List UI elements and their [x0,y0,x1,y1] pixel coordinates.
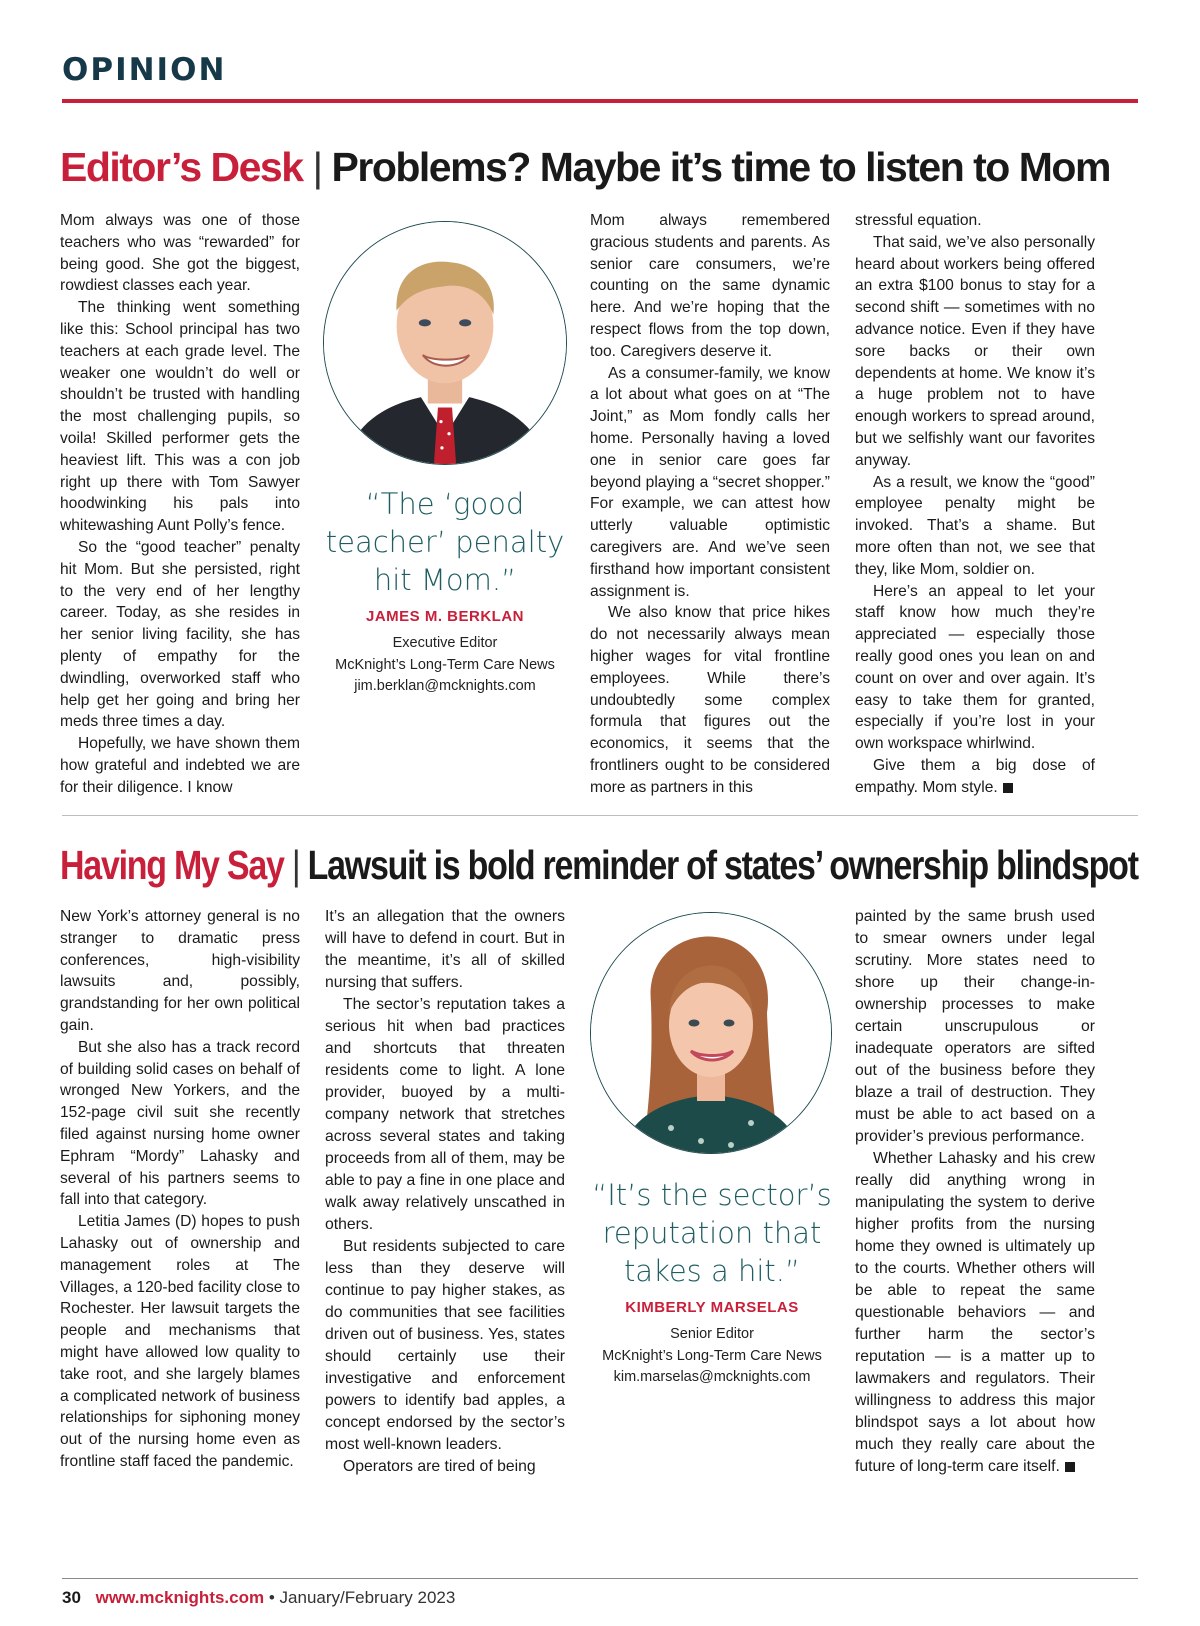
article1-column-2 [590,210,830,800]
footer-url[interactable]: www.mcknights.com [95,1588,265,1607]
article1-column-1 [60,210,300,800]
article2-byline [592,1299,832,1389]
author-email[interactable]: jim.berklan@mcknights.com [354,678,536,694]
article2-headline [60,841,1138,889]
paragraph: The sector’s reputation takes a serious hit when bad practices and shortcuts that threaten residents come to light. A lone provider, buoyed by a multi-company network that stretches across several states and taking proceeds from all of them, may be able to pay a fine in one place and walk away relatively unscathed in others. [325,996,565,1233]
article-divider [62,815,1138,816]
paragraph: We also know that price hikes do not necessarily always mean higher wages for vital frontline employees. While there’s undoubtedly some complex formula that figures out the economics, it seems that the frontliners ought to be considered more as partners in this [590,604,830,796]
article1-kicker: Editor’s Desk [60,144,303,190]
portrait-illustration [324,222,566,464]
paragraph: But residents subjected to care less than they deserve will continue to pay higher stakes, as do communities that see facilities driven out of business. Yes, states should certainly use their investigative and enforcement powers to identify bad apples, a concept endorsed by the sector’s most well-known leaders. [325,1238,565,1453]
end-mark-icon [1003,783,1013,793]
paragraph: Letitia James (D) hopes to push Lahasky out of ownership and management roles at The Villages, a 120-bed facility close to Rochester. Her lawsuit targets the people and mechanisms that might have allowed low quality to take root, and she largely blames a complicated network of business relationships for siphoning money out of the nursing home even as frontline staff faced the pandemic. [60,1213,300,1470]
footer-separator: • [268,1588,275,1607]
author-email[interactable]: kim.marselas@mcknights.com [613,1369,811,1385]
portrait-illustration [591,913,831,1153]
paragraph: Here’s an appeal to let your staff know how much they’re appreciated — especially those really good ones you lean on and count on over and over again. It’s easy to take them for granted, especially if you’re lost in your own workspace whirlwind. [855,582,1095,753]
end-mark-icon [1065,1462,1075,1472]
author-publication: McKnight’s Long-Term Care News [335,656,555,673]
article2-kicker: Having My Say [60,842,284,888]
paragraph: painted by the same brush used to smear owners under legal scrutiny. More states need to shore up their change-in-ownership processes to make certain unscrupulous or inadequate operators are sifted out of the business before they blaze a trail of destruction. They must be able to act based on a provider’s previous performance. [855,908,1095,1145]
author-portrait-marselas [590,912,832,1154]
section-divider [62,99,1138,103]
paragraph: That said, we’ve also personally heard about workers being offered an extra $100 bonus to stay for a second shift — sometimes with no advance notice. Even if they have sore backs or their own dependents at home. We know it’s a huge problem not to have enough workers to spread around, but we selfishly want our favorites anyway. [855,233,1095,469]
paragraph: Mom always was one of those teachers who was “rewarded” for being good. She got the biggest, rowdiest classes each year. [60,212,300,295]
article1-title: Problems? Maybe it’s time to listen to Mom [331,144,1110,190]
author-name: KIMBERLY MARSELAS [625,1299,799,1316]
paragraph-text: Give them a big dose of empathy. Mom style. [855,756,1095,796]
author-role: Senior Editor [670,1326,754,1342]
paragraph: New York’s attorney general is no stranger to dramatic press conferences, high-visibility lawsuits and, possibly, grandstanding for her own political gain. [60,908,300,1034]
article2-column-3 [855,906,1095,1481]
paragraph: But she also has a track record of building solid cases on behalf of wronged New Yorkers, and the 152-page civil suit she recently filed against nursing home owner Ephram “Mordy” Lahasky and several of his partners seems to fall into that category. [60,1038,300,1209]
article2-pull-quote: “It’s the sector’s reputation that takes a hit.” [592,1178,832,1288]
article1-pull-quote: “The ‘good teacher’ penalty hit Mom.” [325,487,565,597]
paragraph: So the “good teacher” penalty hit Mom. But she persisted, right to the very end of her lengthy career. Today, as she resides in her senior living facility, she has plenty of empathy for the dwindling, overworked staff who help get her going and bring her meds three times a day. [60,538,300,731]
headline-separator: | [312,144,322,190]
article1-headline [60,143,1110,191]
article2-column-1 [60,906,300,1481]
paragraph: As a consumer-family, we know a lot about what goes on at “The Joint,” as Mom fondly calls her home. Personally having a loved one in senior care goes far beyond playing a “secret shopper.” For example, we can attest how utterly valuable optimistic caregivers are. And we’ve seen firsthand how important consistent assignment is. [590,364,830,600]
article2-title: Lawsuit is bold reminder of states’ ownership blindspot [307,842,1138,888]
author-portrait-berklan [323,221,567,465]
paragraph: As a result, we know the “good” employee penalty might be invoked. That’s a shame. But more often than not, we see that they, like Mom, soldier on. [855,473,1095,578]
author-role: Executive Editor [392,635,498,651]
headline-separator: | [291,842,300,888]
article1-column-3 [855,210,1095,800]
paragraph: The thinking went something like this: School principal has two teachers at each grade level. The weaker one wouldn’t do well or shouldn’t be trusted with handling the most challenging pupils, so voila! Skilled performer gets the heaviest lift. This was a con job right up there with Tom Sawyer hoodwinking his pals into whitewashing Aunt Polly’s fence. [60,299,300,535]
paragraph: Operators are tired of being [343,1458,536,1475]
paragraph: It’s an allegation that the owners will have to defend in court. But in the meantime, it’s all of skilled nursing that suffers. [325,908,565,991]
paragraph: Hopefully, we have shown them how grateful and indebted we are for their diligence. I know [60,735,300,796]
page-footer [62,1588,455,1608]
paragraph-text: Whether Lahasky and his crew really did anything wrong in manipulating the system to derive higher profits from the nursing home they owned is ultimately up to the courts. Whether others will be able to repeat the same questionable behaviors — and further harm the sector’s reputation — is a matter up to lawmakers and regulators. Their willingness to address this major blindspot says a lot about how much they really care about the future of long-term care itself. [855,1150,1095,1475]
article1-byline [325,608,565,698]
paragraph: stressful equation. [855,212,982,229]
paragraph-last [855,755,1095,799]
footer-divider [62,1578,1138,1579]
article2-column-2 [325,906,565,1481]
footer-issue: January/February 2023 [279,1588,456,1607]
paragraph-last [855,1148,1095,1478]
author-name: JAMES M. BERKLAN [365,608,524,625]
paragraph: Mom always remembered gracious students and parents. As senior care consumers, we’re counting on the same dynamic here. And we’re hoping that the respect flows from the top down, too. Caregivers deserve it. [590,212,830,360]
page-number: 30 [62,1588,81,1607]
author-publication: McKnight’s Long-Term Care News [602,1347,822,1364]
section-label: OPINION [62,52,227,88]
